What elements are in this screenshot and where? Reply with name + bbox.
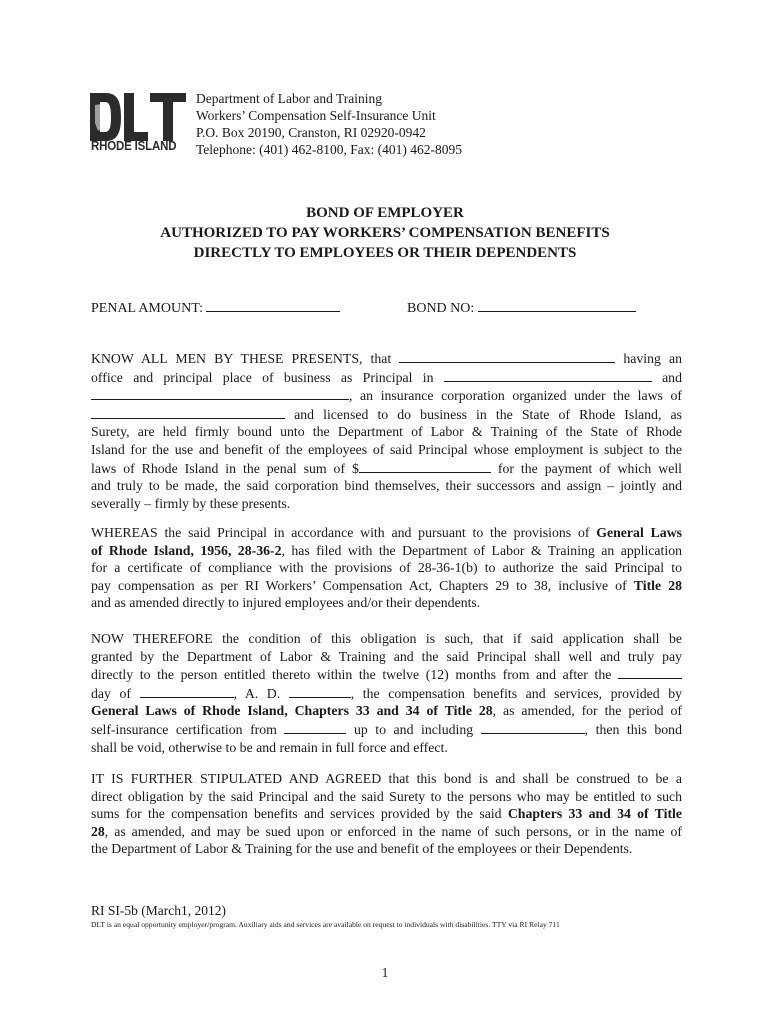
logo-state-name: RHODE ISLAND [91, 139, 177, 153]
p1-line-4 [91, 405, 682, 424]
principal-name-blank[interactable] [399, 349, 615, 363]
equal-opportunity-notice: DLT is an equal opportunity employer/program. Auxiliary aids and services are available on request to individuals with disabilities. TTY via RI Relay 711 [91, 920, 560, 929]
title-line-1: BOND OF EMPLOYER [306, 205, 464, 221]
p4-text: , as amended, and may be sued upon or enforced in the name of such persons, or in the name of [104, 823, 682, 839]
p1-text: having an [623, 351, 682, 366]
p2-line-2 [91, 542, 682, 560]
p4-line-1: IT IS FURTHER STIPULATED AND AGREED that this bond is and shall be construed to be a [91, 771, 682, 786]
p2-text: WHEREAS the said Principal in accordance with and pursuant to the provisions of [91, 525, 590, 540]
penal-amount-blank[interactable] [206, 298, 340, 312]
bond-number-field [407, 298, 636, 317]
p2-line-5: and as amended directly to injured employees and/or their dependents. [91, 595, 481, 611]
p3-line-3 [91, 665, 682, 684]
p1-line-5: Surety, are held firmly bound unto the Department of Labor & Training of the State of Rhode [91, 424, 682, 440]
p4-bold-text: Chapters 33 and 34 of Title [507, 806, 682, 822]
p2-text: , has filed with the Department of Labor & Training an application [281, 542, 682, 558]
unit-name: Workers’ Compensation Self-Insurance Unit [196, 108, 436, 123]
p3-bold-text: General Laws of Rhode Island, Chapters 33 and 34 of Title 28 [91, 703, 493, 719]
p4-line-4 [91, 823, 682, 841]
period-from-blank[interactable] [284, 720, 346, 734]
p1-line-3 [91, 386, 682, 405]
know-all-men-paragraph [91, 349, 682, 512]
p1-text: KNOW ALL MEN BY THESE PRESENTS, that [91, 351, 392, 366]
p3-text: up to and including [353, 721, 474, 737]
p3-text: , as amended, for the period of [492, 703, 682, 719]
p4-line-2: direct obligation by the said Principal and the said Surety to the persons who may be entitled to such [91, 788, 682, 804]
p1-text: and [662, 369, 682, 385]
p3-line-7: shall be void, otherwise to be and remain in full force and effect. [91, 739, 448, 755]
now-therefore-paragraph [91, 630, 682, 756]
p2-line-4 [91, 577, 682, 595]
p3-text: day of [91, 685, 131, 701]
principal-location-blank[interactable] [444, 368, 652, 382]
p4-text: sums for the compensation benefits and services provided by the said [91, 806, 502, 822]
p4-line-3 [91, 805, 682, 823]
p2-bold-text: General Laws [596, 525, 683, 540]
p4-line-5: the Department of Labor & Training for the use and benefit of the employees or their Dependents. [91, 841, 633, 857]
p3-line-4 [91, 684, 682, 703]
department-name: Department of Labor and Training [196, 91, 382, 106]
po-box: P.O. Box 20190, Cranston, RI 02920-0942 [196, 125, 426, 140]
surety-name-blank[interactable] [91, 386, 349, 400]
p1-line-2 [91, 368, 682, 387]
p1-line-8: and truly to be made, the said corporation bind themselves, their successors and assign – jointly and [91, 478, 682, 494]
page-number: 1 [381, 965, 389, 980]
p3-text: self-insurance certification from [91, 721, 277, 737]
bond-number-label: BOND NO: [407, 301, 475, 316]
p1-text: and licensed to do business in the State of Rhode Island, as [294, 406, 683, 422]
p2-bold-text: Title 28 [633, 577, 682, 593]
p1-line-7 [91, 459, 682, 478]
p3-line-6 [91, 720, 682, 739]
p4-bold-text: 28 [91, 823, 105, 839]
p1-text: laws of Rhode Island in the penal sum of $ [91, 460, 359, 476]
penal-sum-blank[interactable] [359, 459, 491, 473]
start-day-blank[interactable] [618, 665, 682, 679]
bond-number-blank[interactable] [478, 298, 636, 312]
p3-text: , A. D. [233, 685, 281, 701]
document-title [0, 203, 770, 263]
p1-text: for the payment of which well [497, 460, 683, 476]
start-year-blank[interactable] [289, 684, 351, 698]
form-number: RI SI-5b (March1, 2012) [91, 903, 226, 918]
p3-line-5 [91, 702, 682, 720]
penal-amount-label: PENAL AMOUNT: [91, 301, 203, 316]
p2-text: pay compensation as per RI Workers’ Compensation Act, Chapters 29 to 38, inclusive of [91, 577, 627, 593]
period-to-blank[interactable] [481, 720, 585, 734]
p2-line-3: for a certificate of compliance with the provisions of 28-36-1(b) to authorize the said Principal to [91, 560, 682, 576]
phone-fax: Telephone: (401) 462-8100, Fax: (401) 462-8095 [196, 142, 463, 157]
title-line-2: AUTHORIZED TO PAY WORKERS’ COMPENSATION BENEFITS [160, 225, 610, 241]
p1-line-1 [91, 349, 682, 368]
p2-bold-text: of Rhode Island, 1956, 28-36-2 [91, 542, 282, 558]
title-line-3: DIRECTLY TO EMPLOYEES OR THEIR DEPENDENTS [193, 245, 577, 261]
further-stipulated-paragraph [91, 770, 682, 858]
dlt-logo [90, 93, 190, 157]
penal-amount-field [91, 298, 340, 317]
start-month-blank[interactable] [140, 684, 234, 698]
p3-text: , then this bond [584, 721, 682, 737]
whereas-paragraph [91, 524, 682, 612]
p1-text: , an insurance corporation organized under the laws of [349, 388, 682, 404]
p2-line-1 [91, 524, 682, 542]
p3-line-2: granted by the Department of Labor & Training and the said Principal shall well and truly pay [91, 648, 682, 664]
agency-address [196, 90, 462, 158]
p3-line-1: NOW THEREFORE the condition of this obligation is such, that if said application shall be [91, 631, 682, 646]
p1-line-9: severally – firmly by these presents. [91, 495, 291, 511]
p1-text: office and principal place of business as Principal in [91, 369, 434, 385]
dlt-logo-mark [90, 93, 186, 141]
p3-text: , the compensation benefits and services, provided by [350, 685, 683, 701]
p3-text: directly to the person entitled thereto within the twelve (12) months from and after the [91, 667, 612, 683]
p1-line-6: Island for the use and benefit of the employees of said Principal whose employment is subject to the [91, 441, 682, 457]
surety-state-blank[interactable] [91, 405, 285, 419]
